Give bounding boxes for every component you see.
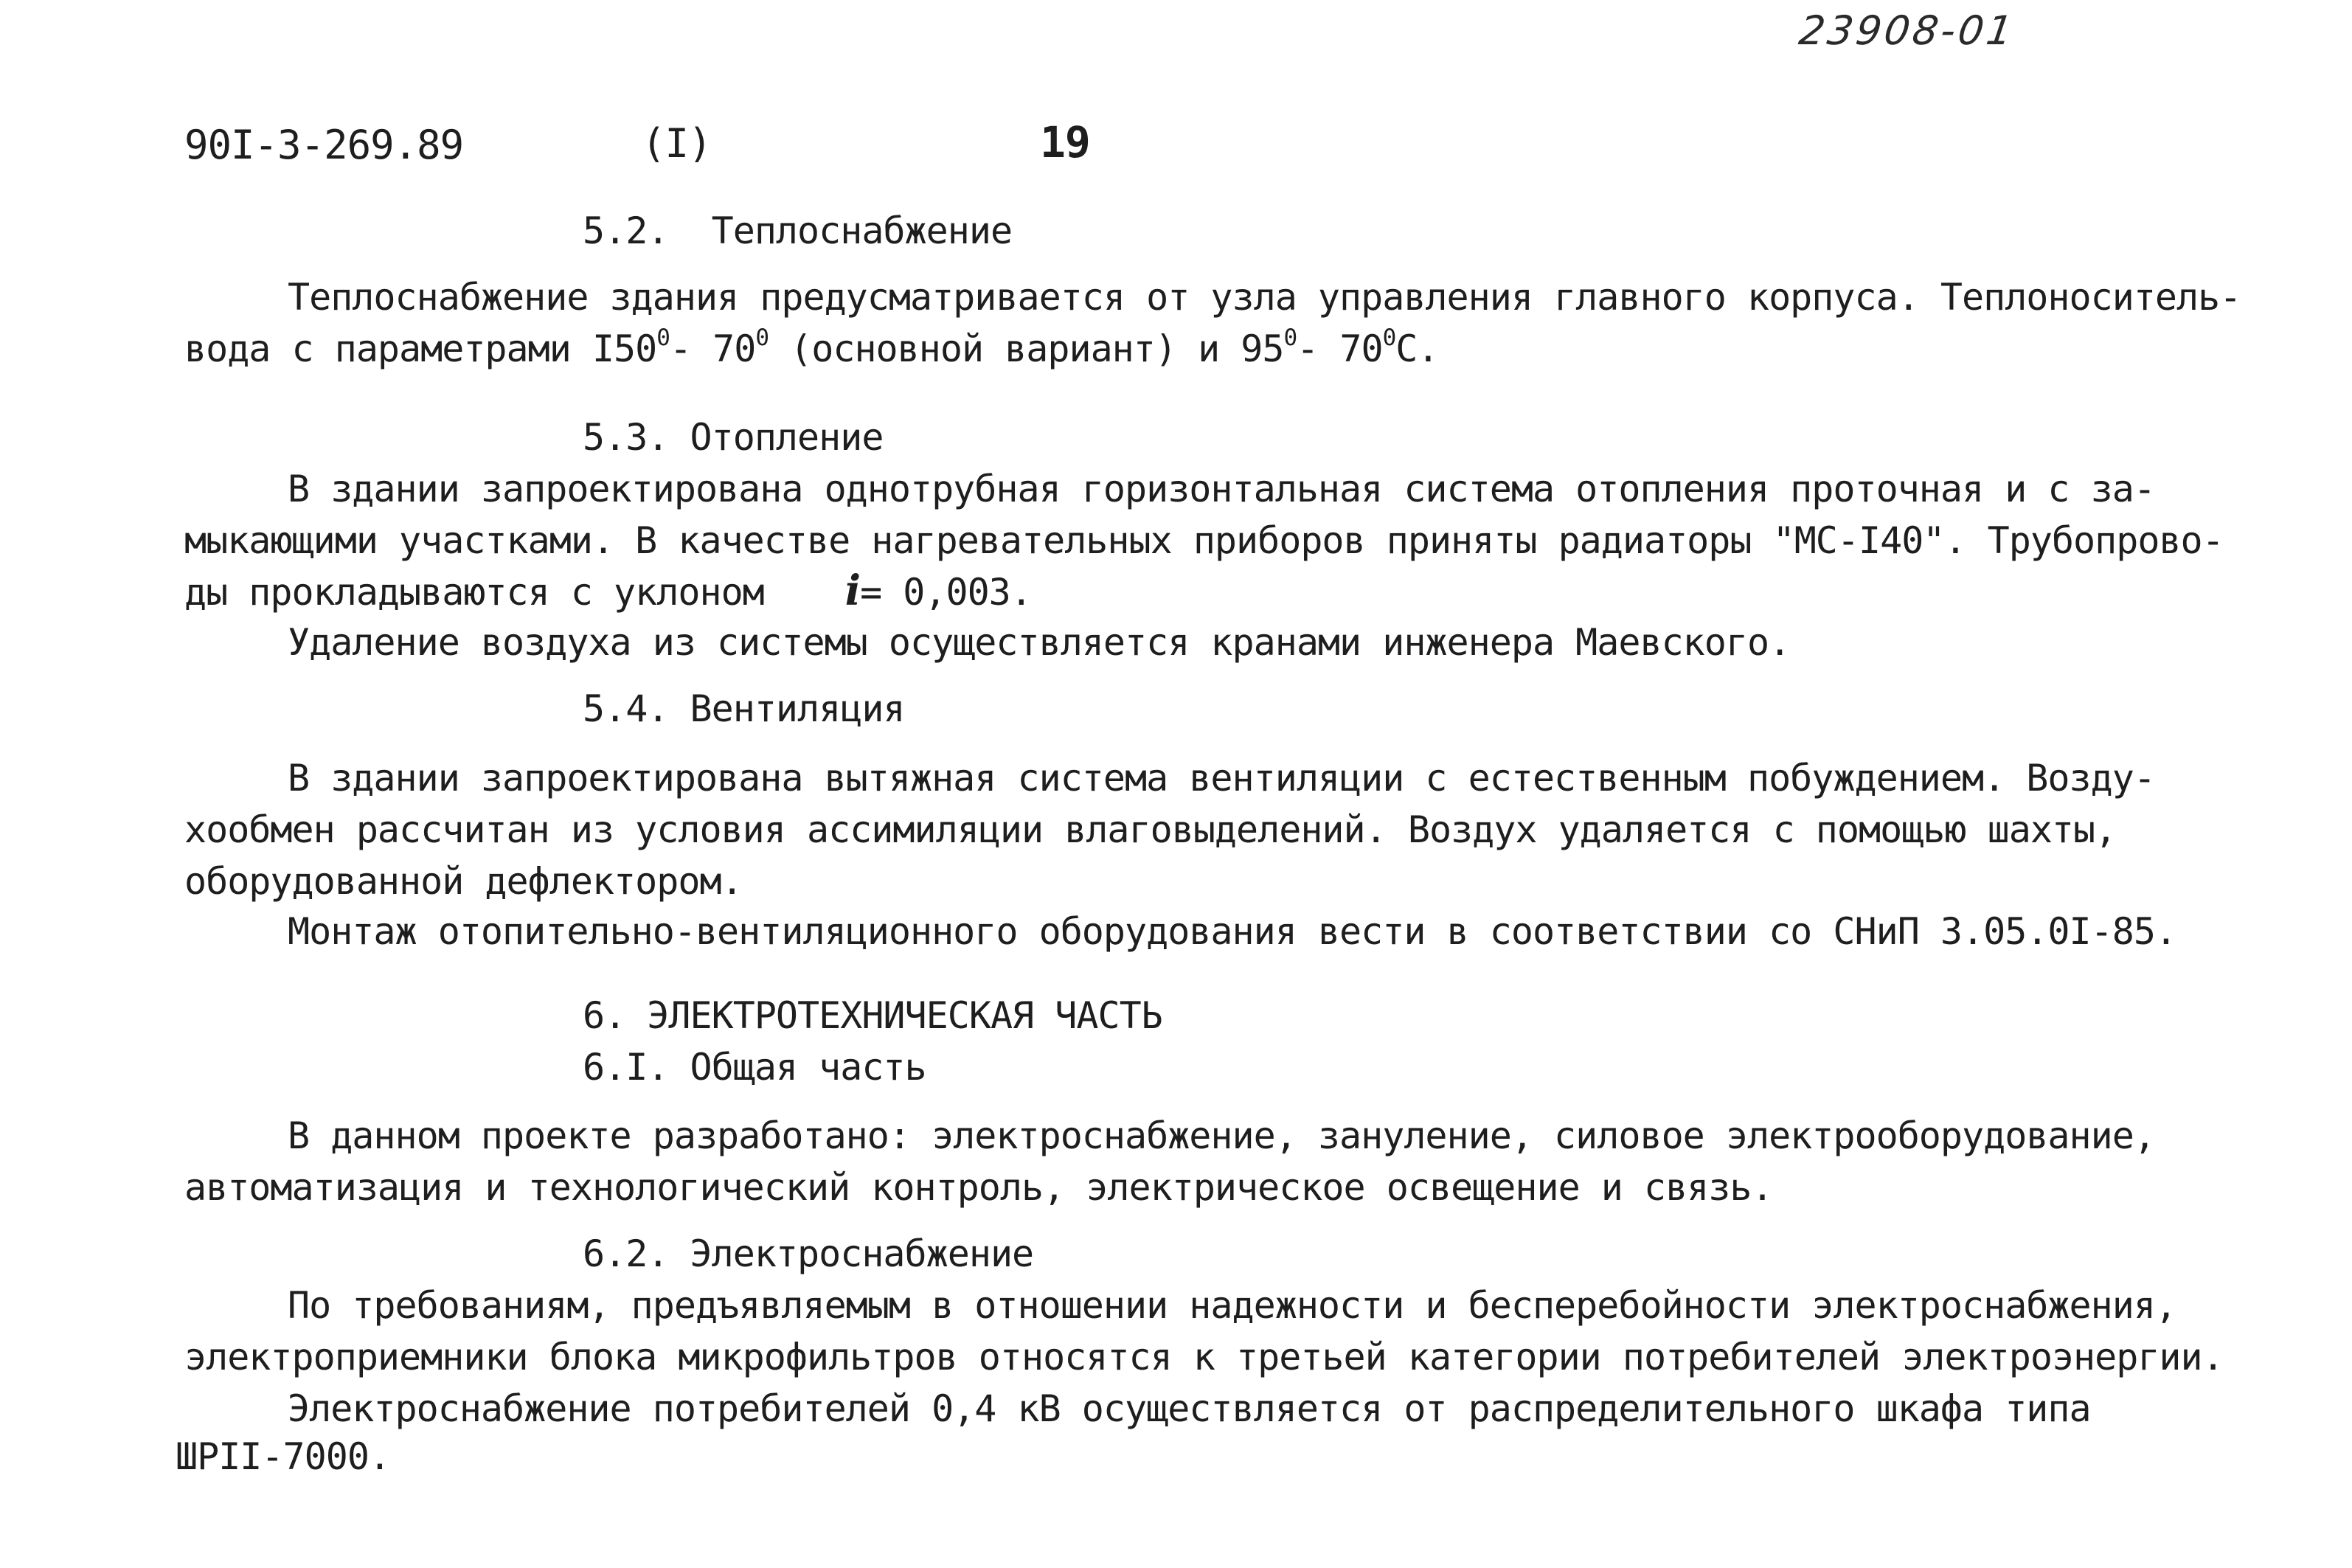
section-5-3-line-3: ды прокладываются с уклоном i= 0,003. — [184, 566, 1032, 615]
section-5-4-line-1: В здании запроектирована вытяжная система вентиляции с естественным побуждением. Возду- — [288, 757, 2155, 799]
section-6-2-line-1: По требованиям, предъявляемым в отношении надежности и бесперебойности электроснабжения, — [288, 1284, 2177, 1327]
section-5-3-heading: 5.3. Отопление — [583, 416, 884, 459]
section-5-4-line-2: хообмен рассчитан из условия ассимиляции влаговыделений. Воздух удаляется с помощью шахты, — [184, 808, 2117, 851]
section-5-3-line-2: мыкающими участками. В качестве нагревательных приборов приняты радиаторы "МС-I40". Трубопрово- — [184, 519, 2224, 562]
section-6-1-heading: 6.I. Общая часть — [583, 1046, 926, 1089]
section-5-3-line-4: Удаление воздуха из системы осуществляется кранами инженера Маевского. — [288, 621, 1791, 664]
archive-stamp: 23908-01 — [1796, 7, 2019, 54]
section-5-4-line-4: Монтаж отопительно-вентиляционного оборудования вести в соответствии со СНиП 3.05.0I-85. — [288, 910, 2177, 953]
section-5-4-line-3: оборудованной дефлектором. — [184, 860, 743, 903]
section-6-2-line-2: электроприемники блока микрофильтров относятся к третьей категории потребителей электроэнергии. — [184, 1336, 2224, 1378]
section-6-heading: 6. ЭЛЕКТРОТЕХНИЧЕСКАЯ ЧАСТЬ — [583, 994, 1162, 1037]
document-code: 90I-3-269.89 — [184, 122, 464, 168]
section-6-1-line-1: В данном проекте разработано: электроснабжение, зануление, силовое электрооборудование, — [288, 1114, 2155, 1157]
section-5-4-heading: 5.4. Вентиляция — [583, 687, 905, 730]
section-6-1-line-2: автоматизация и технологический контроль, электрическое освещение и связь. — [184, 1166, 1773, 1209]
section-6-2-heading: 6.2. Электроснабжение — [583, 1232, 1034, 1275]
section-5-3-line-1: В здании запроектирована однотрубная горизонтальная система отопления проточная и с за- — [288, 468, 2155, 510]
section-6-2-line-4: ШРII-7000. — [176, 1435, 391, 1478]
section-5-2-line-1: Теплоснабжение здания предусматривается от узла управления главного корпуса. Теплоноситель- — [288, 276, 2241, 319]
slope-symbol: i — [844, 566, 861, 615]
document-part: (I) — [642, 120, 712, 167]
page-number: 19 — [1040, 117, 1090, 167]
section-6-2-line-3: Электроснабжение потребителей 0,4 кВ осуществляется от распределительного шкафа типа — [288, 1387, 2091, 1430]
section-5-2-line-2: вода с параметрами $I50^0-$ $70^0$ (основной вариант) и $95^0-$ $70^0С$. — [184, 325, 1439, 370]
section-5-2-heading: 5.2. Теплоснабжение — [583, 209, 1013, 252]
